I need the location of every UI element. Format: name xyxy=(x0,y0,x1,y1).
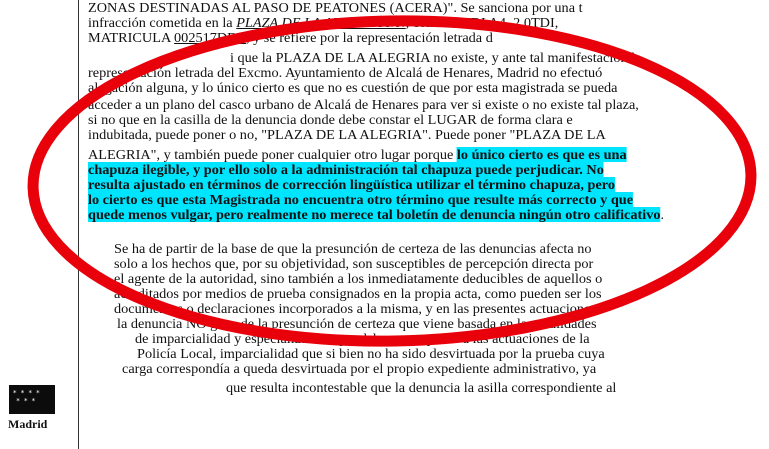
document-line xyxy=(117,316,597,331)
document-line xyxy=(88,97,639,112)
city-label: Madrid xyxy=(8,417,48,431)
line-text: PLAZA DE LA ALEGRIA S/N xyxy=(236,15,406,30)
document-line xyxy=(88,162,604,177)
line-text: i que la PLAZA DE LA ALEGRIA no existe, y ante tal manifestación la xyxy=(230,50,642,65)
line-text: si no que en la casilla de la denuncia donde debe constar el LUGAR de forma clara e xyxy=(88,112,573,127)
document-line xyxy=(230,50,641,65)
document-line xyxy=(88,65,602,80)
line-text: ALEGRIA", y también puede poner cualquier otro lugar porque xyxy=(88,147,457,162)
highlighted-text: quede menos vulgar, pero realmente no merece tal boletín de denuncia ningún otro calificativo xyxy=(88,207,661,222)
highlighted-text: chapuza ilegible, y por ello solo a la administración tal chapuza puede perjudicar. No xyxy=(88,162,604,177)
line-text: infracción cometida en la xyxy=(88,15,237,30)
margin-divider xyxy=(78,0,79,449)
document-line xyxy=(88,112,573,127)
document-line xyxy=(88,15,558,30)
document-line xyxy=(114,271,602,286)
document-line xyxy=(114,286,602,301)
document-line xyxy=(122,361,596,376)
line-text: carga correspondía a queda desvirtuada por el propio expediente administrativo, ya xyxy=(122,361,597,376)
line-text: MATRICULA xyxy=(88,30,175,45)
line-text: indubitada, puede poner o no, "PLAZA DE LA ALEGRIA". Puede poner "PLAZA DE LA xyxy=(88,127,606,142)
line-text: de imparcialidad y especialización que debemos suponer a las actuaciones de la xyxy=(135,331,590,346)
highlighted-text: resulta ajustado en términos de corrección lingüística utilizar el término chapuza, pero xyxy=(88,177,616,192)
document-line xyxy=(88,192,633,207)
line-text: 002517DDV xyxy=(174,30,246,45)
line-text: alegación alguna, y lo único cierto es que no es cuestión de que por esta magistrada se pueda xyxy=(88,80,618,95)
madrid-logo xyxy=(9,385,55,414)
line-text: ZONAS DESTINADAS AL PASO DE PEATONES (ACERA)". Se sanciona por una t xyxy=(88,0,583,15)
line-text: solo a los hechos que, por su objetividad, son susceptibles de percepción directa por xyxy=(114,256,594,271)
line-text: Policía Local, imparcialidad que si bien no ha sido desvirtuada por la prueba cuya xyxy=(137,346,605,361)
line-text: la denuncia NO goza de la presunción de certeza que viene basada en las cualidades xyxy=(117,316,597,331)
line-text: , con el AUDI A4, 2.0TDI, xyxy=(405,15,559,30)
document-line xyxy=(226,380,616,395)
document-line xyxy=(114,301,596,316)
document-line xyxy=(88,127,606,142)
document-line xyxy=(114,241,592,256)
document-line xyxy=(88,0,583,15)
document-line xyxy=(88,177,615,192)
line-text: acceder a un plano del casco urbano de Alcalá de Henares para ver si existe o no existe tal plaza, xyxy=(88,97,639,112)
line-text: . xyxy=(660,207,665,222)
logo-stars: * * * * * * * xyxy=(13,389,41,405)
line-text: el agente de la autoridad, sino también a los inmediatamente deducibles de aquellos o xyxy=(114,271,603,286)
highlighted-text: lo único cierto es que es una xyxy=(456,147,627,162)
document-line xyxy=(88,80,618,95)
document-line xyxy=(88,30,493,45)
line-text: acreditados por medios de prueba consignados en la propia acta, como pueden ser los xyxy=(114,286,602,301)
line-text: representación letrada del Excmo. Ayuntamiento de Alcalá de Henares, Madrid no efectuó xyxy=(88,65,603,80)
document-line xyxy=(88,147,627,162)
highlighted-text: lo cierto es que esta Magistrada no encuentra otro término que resulte más correcto y que xyxy=(88,192,634,207)
line-text: que resulta incontestable que la denuncia la asilla correspondiente al xyxy=(226,380,617,395)
line-text: , y se refiere por la representación letrada d xyxy=(245,30,493,45)
line-text: documentos o declaraciones incorporados a la misma, y en las presentes actuaciones xyxy=(114,301,596,316)
line-text: Se ha de partir de la base de que la presunción de certeza de las denuncias afecta no xyxy=(114,241,592,256)
document-line xyxy=(88,207,664,222)
document-line xyxy=(135,331,590,346)
document-line xyxy=(114,256,593,271)
document-line xyxy=(137,346,605,361)
